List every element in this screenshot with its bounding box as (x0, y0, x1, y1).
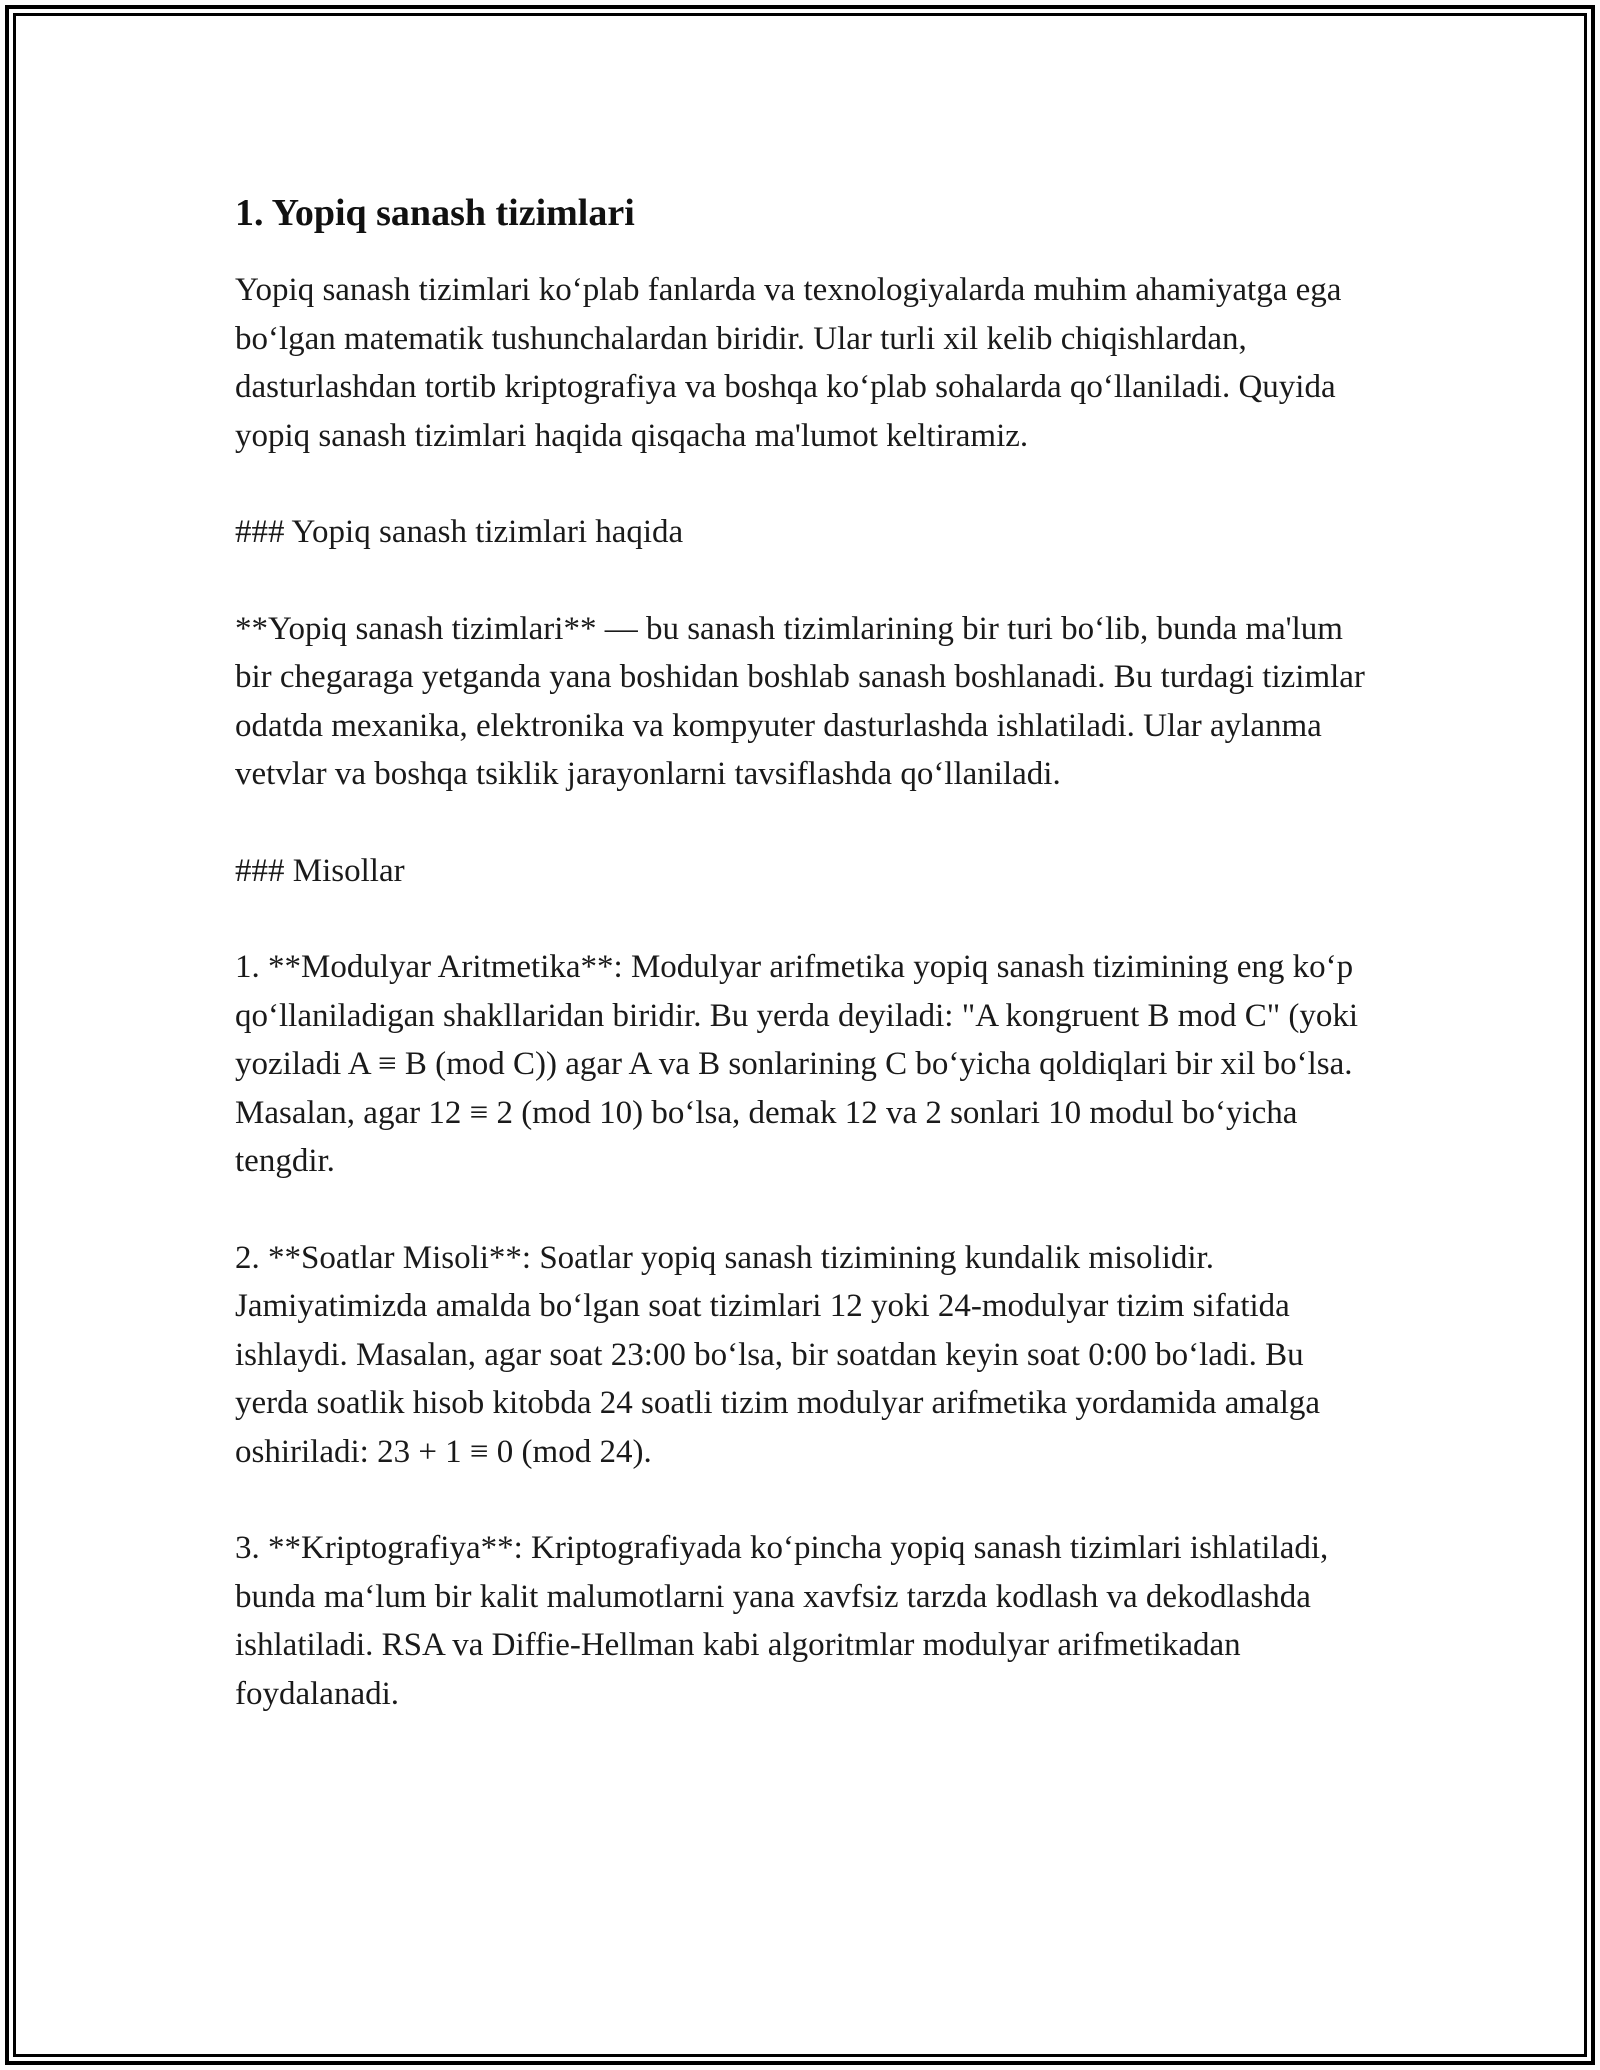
definition-paragraph: **Yopiq sanash tizimlari** — bu sanash tizimlarining bir turi bo‘lib, bunda ma'lum bir chegaraga yetganda yana boshidan boshlab sanash boshlanadi. Bu turdagi tizimlar odatda mexanika, elektronika va kompyuter dasturlashda ishlatiladi. Ular aylanma vetvlar va boshqa tsiklik jarayonlarni tavsiflashda qo‘llaniladi. (235, 610, 1365, 792)
section-heading-examples: ### Misollar (235, 852, 405, 889)
example-clocks: 2. **Soatlar Misoli**: Soatlar yopiq sanash tizimining kundalik misolidir. Jamiyatimizda amalda bo‘lgan soat tizimlari 12 yoki 24-modulyar tizim sifatida ishlaydi. Masalan, agar soat 23:00 bo‘lsa, bir soatdan keyin soat 0:00 bo‘ladi. Bu yerda soatlik hisob kitobda 24 soatli tizim modulyar arifmetika yordamida amalga oshiriladi: 23 + 1 ≡ 0 (mod 24). (235, 1239, 1321, 1470)
section-heading-about: ### Yopiq sanash tizimlari haqida (235, 514, 684, 550)
document-title: 1. Yopiq sanash tizimlari (235, 192, 635, 234)
example-modular-arithmetic: 1. **Modulyar Aritmetika**: Modulyar arifmetika yopiq sanash tizimining eng ko‘p qo‘llaniladigan shakllaridan biridir. Bu yerda deyiladi: "A kongruent B mod C" (yoki yoziladi A ≡ B (mod C)) agar A va B sonlarining C bo‘yicha qoldiqlari bir xil bo‘lsa. Masalan, agar 12 ≡ 2 (mod 10) bo‘lsa, demak 12 va 2 sonlari 10 modul bo‘yicha tengdir. (235, 949, 1359, 1179)
example-cryptography: 3. **Kriptografiya**: Kriptografiyada ko‘pincha yopiq sanash tizimlari ishlatiladi, bunda ma‘lum bir kalit malumotlarni yana xavfsiz tarzda kodlash va dekodlashda ishlatiladi. RSA va Diffie-Hellman kabi algoritmlar modulyar arifmetikadan foydalanadi. (235, 1530, 1329, 1712)
intro-paragraph: Yopiq sanash tizimlari ko‘plab fanlarda va texnologiyalarda muhim ahamiyatga ega bo‘lgan matematik tushunchalardan biridir. Ular turli xil kelib chiqishlardan, dasturlashdan tortib kriptografiya va boshqa ko‘plab sohalarda qo‘llaniladi. Quyida yopiq sanash tizimlari haqida qisqacha ma'lumot keltiramiz. (235, 272, 1342, 454)
document-body (235, 186, 1375, 1766)
